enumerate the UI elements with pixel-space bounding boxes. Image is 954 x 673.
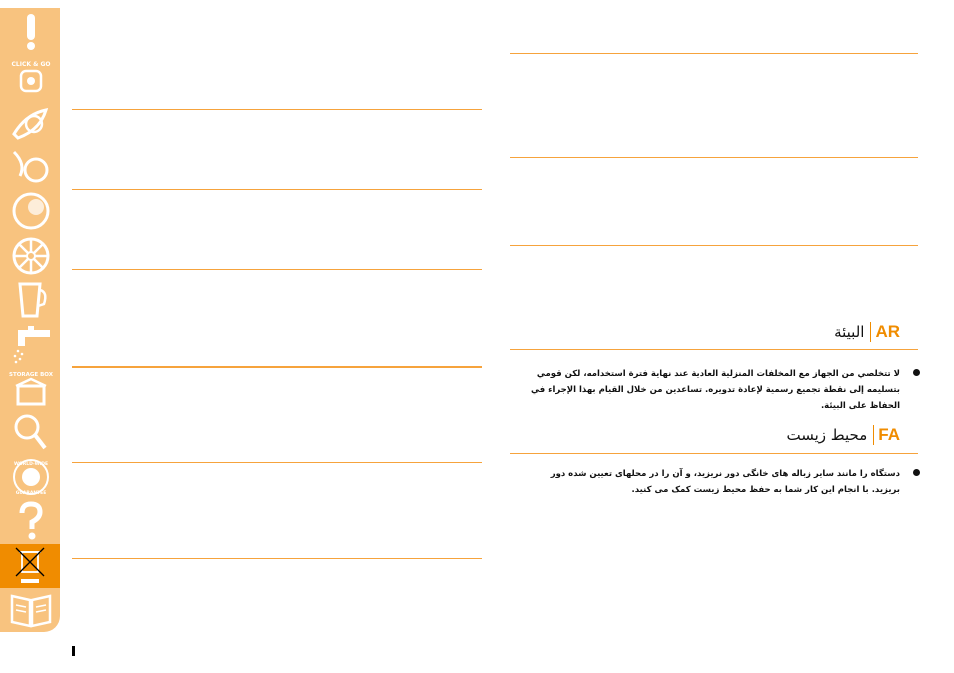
divider [510, 157, 918, 158]
svg-text:STORAGE BOX: STORAGE BOX [9, 372, 53, 378]
blender-jug-icon[interactable] [6, 280, 56, 320]
sidebar [0, 8, 60, 632]
paragraph-ar: لا تتخلصي من الجهاز مع المخلفات المنزلية العادية عند نهاية فترة استخدامه، لكن قومي بتسليمه إلى نقطة تجميع رسمية لإعادة تدويره. تساعدين من خلال القيام بهذا الإجراء في الحفاظ على البيئة. [531, 369, 900, 411]
divider [510, 53, 918, 54]
divider [72, 189, 482, 190]
divider [72, 366, 482, 368]
svg-text:CLICK & GO: CLICK & GO [11, 61, 51, 68]
click-and-go-icon[interactable] [6, 56, 56, 96]
shredding-disc-icon[interactable] [6, 146, 56, 186]
paragraph-fa: دستگاه را مانند سایر زباله های خانگی دور نریزید، و آن را در محلهای تعیین شده دور بریزید. با انجام این کار شما به حفظ محیط زیست کمک می کنید. [550, 469, 900, 495]
world-wide-guarantee-icon[interactable] [6, 457, 56, 497]
divider [510, 453, 918, 454]
divider [72, 558, 482, 559]
slicing-disc-icon[interactable] [6, 102, 56, 142]
divider [72, 269, 482, 270]
divider [510, 349, 918, 350]
heading-separator [870, 322, 871, 342]
recipe-book-icon[interactable] [6, 590, 56, 630]
help-question-icon[interactable] [6, 501, 56, 541]
heading-separator [873, 425, 874, 445]
storage-box-icon[interactable] [6, 368, 56, 408]
bullet [913, 369, 920, 376]
troubleshooting-magnifier-icon[interactable] [6, 412, 56, 452]
cleaning-tap-icon[interactable] [6, 324, 56, 364]
citrus-press-icon[interactable] [6, 236, 56, 276]
language-code: AR [875, 322, 900, 341]
warning-icon[interactable] [6, 12, 56, 52]
section-title: البيئة [834, 323, 865, 341]
divider [72, 462, 482, 463]
section-heading-fa [786, 423, 900, 447]
recycling-bin-icon[interactable] [0, 544, 60, 588]
language-code: FA [878, 425, 900, 444]
page-marker [72, 646, 75, 656]
grating-disc-icon[interactable] [6, 191, 56, 231]
divider [510, 245, 918, 246]
section-heading-ar [834, 320, 900, 344]
bullet [913, 469, 920, 476]
divider [72, 109, 482, 110]
section-title: محیط زیست [786, 426, 868, 444]
svg-text:GUARANTEE: GUARANTEE [15, 491, 47, 496]
svg-text:WORLD-WIDE: WORLD-WIDE [13, 462, 49, 467]
